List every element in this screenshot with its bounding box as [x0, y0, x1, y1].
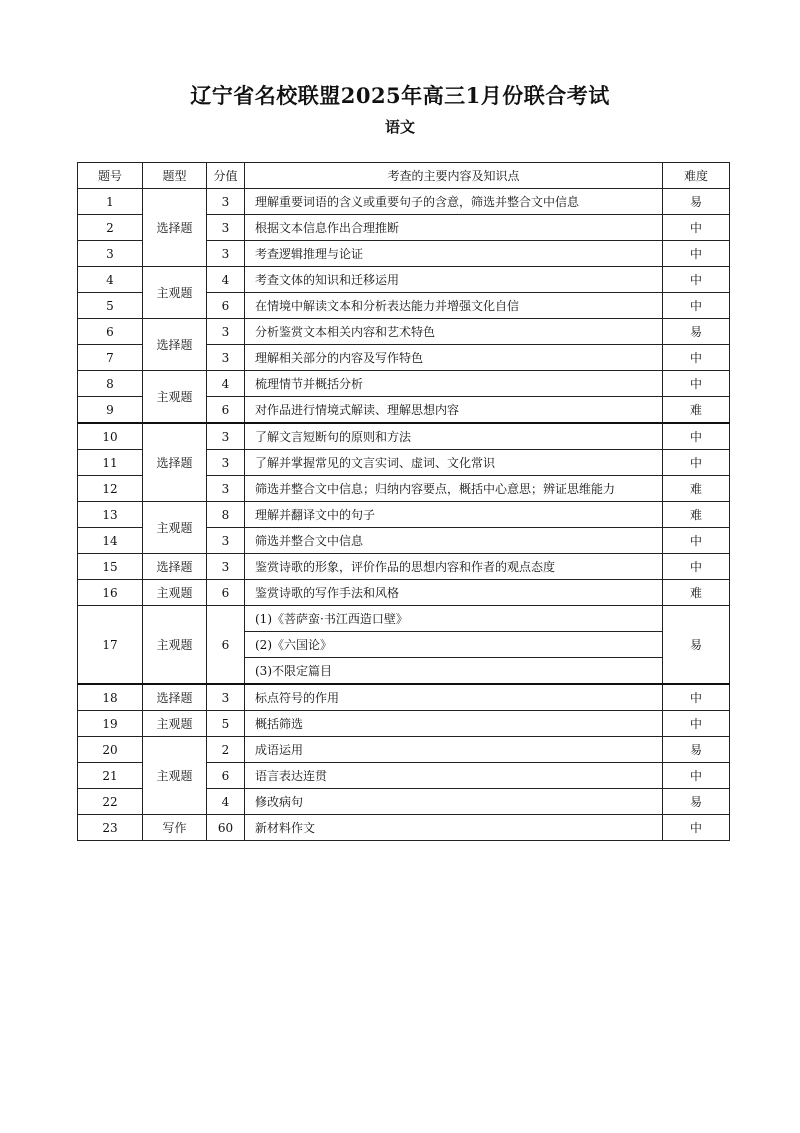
question-score: 6: [207, 763, 245, 789]
question-score: 3: [207, 319, 245, 345]
question-content: 对作品进行情境式解读、理解思想内容: [245, 397, 663, 424]
question-content: 理解重要词语的含义或重要句子的含意，筛选并整合文中信息: [245, 189, 663, 215]
question-number: 13: [78, 502, 143, 528]
question-difficulty: 难: [663, 397, 730, 424]
question-difficulty: 中: [663, 450, 730, 476]
question-number: 11: [78, 450, 143, 476]
question-difficulty: 中: [663, 371, 730, 397]
header-cell-number: 题号: [78, 163, 143, 189]
question-content: 修改病句: [245, 789, 663, 815]
exam-spec-table: [77, 162, 730, 841]
question-difficulty: 中: [663, 554, 730, 580]
question-type: 主观题: [143, 502, 207, 554]
question-type: 写作: [143, 815, 207, 841]
question-number: 4: [78, 267, 143, 293]
question-number: 23: [78, 815, 143, 841]
question-number: 22: [78, 789, 143, 815]
question-content: 了解文言短断句的原则和方法: [245, 423, 663, 450]
question-difficulty: 中: [663, 345, 730, 371]
table-row: [78, 267, 730, 293]
question-content: 筛选并整合文中信息: [245, 528, 663, 554]
question-number: 20: [78, 737, 143, 763]
question-score: 3: [207, 528, 245, 554]
question-content: 标点符号的作用: [245, 684, 663, 711]
question-content: 理解并翻译文中的句子: [245, 502, 663, 528]
question-difficulty: 难: [663, 476, 730, 502]
question-type: 选择题: [143, 189, 207, 267]
question-type: 选择题: [143, 319, 207, 371]
question-number: 9: [78, 397, 143, 424]
question-content: 语言表达连贯: [245, 763, 663, 789]
question-content: 鉴赏诗歌的写作手法和风格: [245, 580, 663, 606]
question-score: 4: [207, 789, 245, 815]
question-content: 鉴赏诗歌的形象，评价作品的思想内容和作者的观点态度: [245, 554, 663, 580]
question-score: 3: [207, 189, 245, 215]
question-difficulty: 中: [663, 241, 730, 267]
question-number: 12: [78, 476, 143, 502]
table-row: [78, 580, 730, 606]
table-row: [78, 319, 730, 345]
question-type: 主观题: [143, 580, 207, 606]
question-score: 3: [207, 450, 245, 476]
question-content: (2)《六国论》: [245, 632, 663, 658]
question-difficulty: 易: [663, 789, 730, 815]
question-score: 3: [207, 215, 245, 241]
question-difficulty: 易: [663, 319, 730, 345]
question-number: 6: [78, 319, 143, 345]
question-type: 主观题: [143, 737, 207, 815]
question-number: 16: [78, 580, 143, 606]
question-type: 主观题: [143, 267, 207, 319]
question-content: 新材料作文: [245, 815, 663, 841]
question-difficulty: 易: [663, 189, 730, 215]
question-score: 5: [207, 711, 245, 737]
table-row: [78, 737, 730, 763]
question-difficulty: 难: [663, 502, 730, 528]
header-cell-content: 考查的主要内容及知识点: [245, 163, 663, 189]
question-score: 6: [207, 397, 245, 424]
question-number: 14: [78, 528, 143, 554]
question-number: 7: [78, 345, 143, 371]
question-difficulty: 易: [663, 737, 730, 763]
table-row: [78, 554, 730, 580]
table-row: [78, 606, 730, 632]
question-content: 在情境中解读文本和分析表达能力并增强文化自信: [245, 293, 663, 319]
question-content: 根据文本信息作出合理推断: [245, 215, 663, 241]
question-score: 3: [207, 476, 245, 502]
question-type: 主观题: [143, 606, 207, 685]
table-header-row: [78, 163, 730, 189]
question-type: 主观题: [143, 711, 207, 737]
question-type: 主观题: [143, 371, 207, 424]
question-content: 了解并掌握常见的文言实词、虚词、文化常识: [245, 450, 663, 476]
header-cell-difficulty: 难度: [663, 163, 730, 189]
question-score: 6: [207, 606, 245, 685]
header-cell-score: 分值: [207, 163, 245, 189]
question-number: 15: [78, 554, 143, 580]
table-row: [78, 189, 730, 215]
question-number: 3: [78, 241, 143, 267]
question-score: 3: [207, 345, 245, 371]
question-content: 考查逻辑推理与论证: [245, 241, 663, 267]
question-number: 5: [78, 293, 143, 319]
question-difficulty: 难: [663, 580, 730, 606]
question-number: 8: [78, 371, 143, 397]
question-content: (1)《菩萨蛮·书江西造口壁》: [245, 606, 663, 632]
question-difficulty: 中: [663, 267, 730, 293]
question-score: 8: [207, 502, 245, 528]
question-difficulty: 中: [663, 215, 730, 241]
question-number: 1: [78, 189, 143, 215]
question-number: 18: [78, 684, 143, 711]
question-score: 2: [207, 737, 245, 763]
question-difficulty: 中: [663, 684, 730, 711]
question-content: 梳理情节并概括分析: [245, 371, 663, 397]
question-number: 10: [78, 423, 143, 450]
question-content: 分析鉴赏文本相关内容和艺术特色: [245, 319, 663, 345]
question-difficulty: 中: [663, 711, 730, 737]
table-row: [78, 684, 730, 711]
question-score: 60: [207, 815, 245, 841]
question-content: 筛选并整合文中信息；归纳内容要点，概括中心意思；辨证思维能力: [245, 476, 663, 502]
question-score: 3: [207, 423, 245, 450]
question-type: 选择题: [143, 423, 207, 502]
question-difficulty: 中: [663, 528, 730, 554]
question-type: 选择题: [143, 554, 207, 580]
header-cell-type: 题型: [143, 163, 207, 189]
table-row: [78, 815, 730, 841]
question-difficulty: 中: [663, 423, 730, 450]
page-subtitle: 语文: [384, 118, 415, 136]
question-number: 19: [78, 711, 143, 737]
page-title: 辽宁省名校联盟2025年高三1月份联合考试: [190, 83, 610, 108]
question-score: 6: [207, 580, 245, 606]
question-score: 3: [207, 554, 245, 580]
question-score: 4: [207, 267, 245, 293]
question-difficulty: 中: [663, 815, 730, 841]
table-row: [78, 711, 730, 737]
question-score: 4: [207, 371, 245, 397]
table-row: [78, 423, 730, 450]
question-content: 考查文体的知识和迁移运用: [245, 267, 663, 293]
question-number: 17: [78, 606, 143, 685]
question-content: 成语运用: [245, 737, 663, 763]
question-difficulty: 中: [663, 293, 730, 319]
question-content: 概括筛选: [245, 711, 663, 737]
question-difficulty: 易: [663, 606, 730, 685]
question-score: 6: [207, 293, 245, 319]
question-difficulty: 中: [663, 763, 730, 789]
question-score: 3: [207, 241, 245, 267]
question-number: 21: [78, 763, 143, 789]
question-content: (3)不限定篇目: [245, 658, 663, 685]
table-row: [78, 371, 730, 397]
question-score: 3: [207, 684, 245, 711]
question-type: 选择题: [143, 684, 207, 711]
question-content: 理解相关部分的内容及写作特色: [245, 345, 663, 371]
table-row: [78, 502, 730, 528]
question-number: 2: [78, 215, 143, 241]
